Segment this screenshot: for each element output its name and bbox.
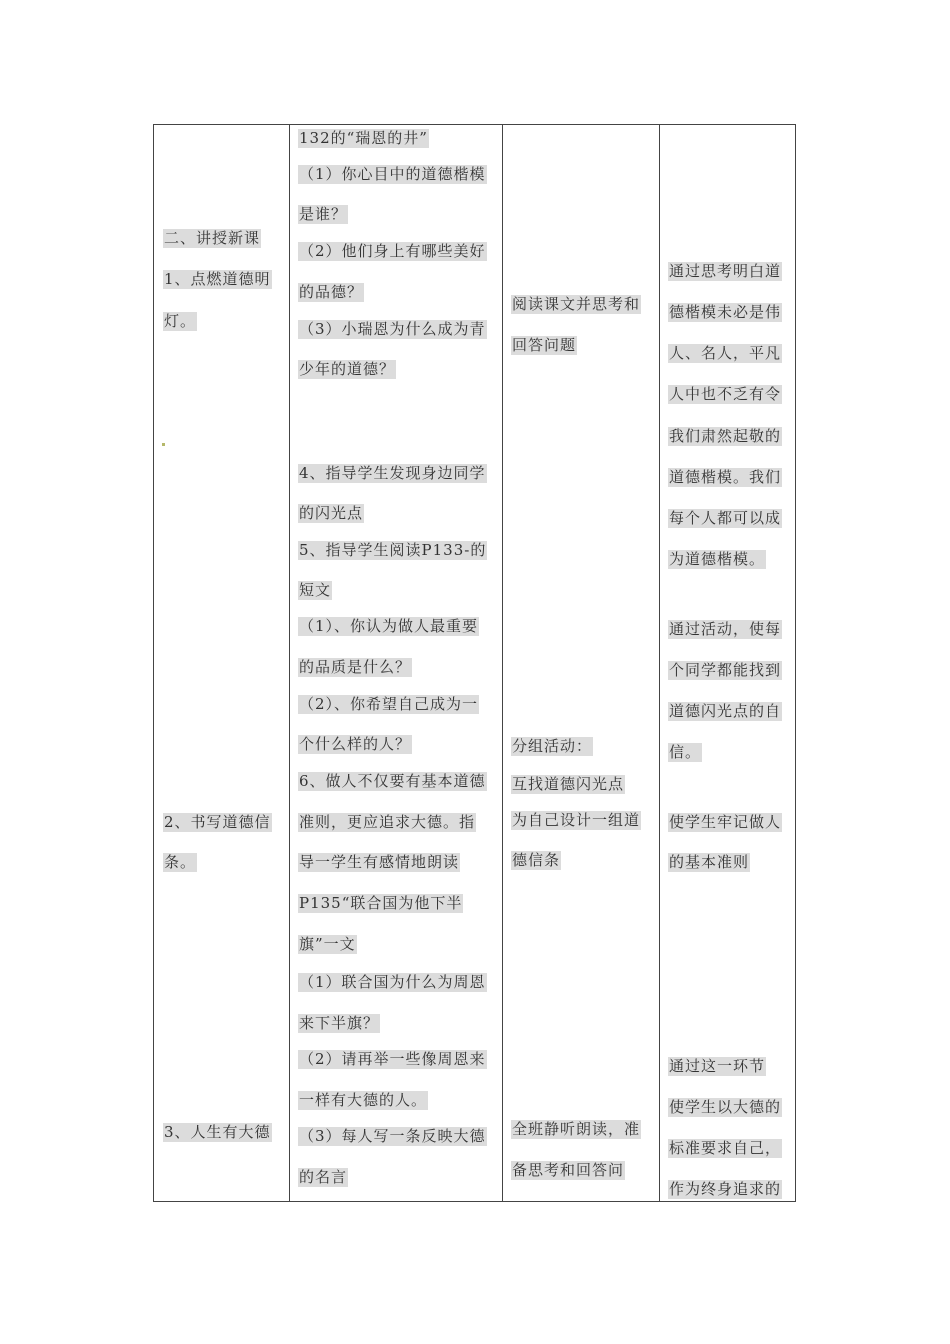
col2-line: （1）联合国为什么为周恩: [299, 973, 486, 991]
column-divider: [659, 125, 660, 1201]
col2-line: 132的“瑞恩的井”: [299, 129, 428, 147]
col1-line: 灯。: [164, 312, 197, 330]
col2-line: （2）、你希望自己成为一: [299, 695, 479, 713]
col2-line: （3）小瑞恩为什么成为青: [299, 320, 486, 338]
col4-line: 我们肃然起敬的: [669, 427, 782, 445]
col3-line: 互找道德闪光点: [512, 775, 625, 793]
col2-line: 短文: [299, 581, 332, 599]
col4-line: 通过活动，使每: [669, 620, 782, 638]
col2-line: 是谁？: [299, 205, 348, 223]
col2-line: （1）、你认为做人最重要: [299, 617, 479, 635]
col4-line: 通过这一环节: [669, 1057, 766, 1075]
col2-line: 的闪光点: [299, 504, 364, 522]
col2-line: P135“联合国为他下半: [299, 894, 463, 912]
lesson-plan-table: [153, 124, 796, 1202]
col1-line: 二、讲授新课: [164, 229, 261, 247]
col4-line: 信。: [669, 743, 702, 761]
col2-line: 准则，更应追求大德。指: [299, 813, 476, 831]
column-divider: [289, 125, 290, 1201]
col3-line: 阅读课文并思考和: [512, 295, 641, 313]
col2-line: 少年的道德？: [299, 360, 396, 378]
col2-line: （1）你心目中的道德楷模: [299, 165, 486, 183]
column-divider: [502, 125, 503, 1201]
col3-line: 回答问题: [512, 336, 577, 354]
col2-line: 4、指导学生发现身边同学: [299, 464, 486, 482]
col2-line: （2）他们身上有哪些美好: [299, 242, 486, 260]
col3-line: 分组活动：: [512, 737, 593, 755]
col4-line: 使学生以大德的: [669, 1098, 782, 1116]
col1-line: 1、点燃道德明: [164, 270, 271, 288]
col2-line: 导一学生有感情地朗读: [299, 853, 460, 871]
col1-line: 条。: [164, 853, 197, 871]
col4-line: 为道德楷模。: [669, 550, 766, 568]
col4-line: 作为终身追求的: [669, 1180, 782, 1198]
col1-line: 2、书写道德信: [164, 813, 271, 831]
col2-line: 6、做人不仅要有基本道德: [299, 772, 486, 790]
col4-line: 道德楷模。我们: [669, 468, 782, 486]
col3-line: 德信条: [512, 851, 561, 869]
col2-line: 旗”一文: [299, 935, 356, 953]
col4-line: 德楷模未必是伟: [669, 303, 782, 321]
col4-line: 道德闪光点的自: [669, 702, 782, 720]
col4-line: 的基本准则: [669, 853, 750, 871]
col3-line: 备思考和回答问: [512, 1161, 625, 1179]
col2-line: 的品质是什么？: [299, 658, 412, 676]
col3-line: 为自己设计一组道: [512, 811, 641, 829]
col4-line: 人、名人，平凡: [669, 344, 782, 362]
col4-line: 标准要求自己，: [669, 1139, 782, 1157]
col3-line: 全班静听朗读，准: [512, 1120, 641, 1138]
col2-line: （2）请再举一些像周恩来: [299, 1050, 486, 1068]
col2-line: 个什么样的人？: [299, 735, 412, 753]
col4-line: 每个人都可以成: [669, 509, 782, 527]
col2-line: 来下半旗？: [299, 1014, 380, 1032]
col2-line: 一样有大德的人。: [299, 1091, 428, 1109]
col1-line: 3、人生有大德: [164, 1123, 271, 1141]
stray-mark: [162, 443, 165, 446]
col4-line: 通过思考明白道: [669, 262, 782, 280]
col2-line: 的名言: [299, 1168, 348, 1186]
col2-line: （3）每人写一条反映大德: [299, 1127, 486, 1145]
col4-line: 使学生牢记做人: [669, 813, 782, 831]
col2-line: 的品德？: [299, 283, 364, 301]
col2-line: 5、指导学生阅读P133-的: [299, 541, 487, 559]
col4-line: 人中也不乏有令: [669, 385, 782, 403]
col4-line: 个同学都能找到: [669, 661, 782, 679]
